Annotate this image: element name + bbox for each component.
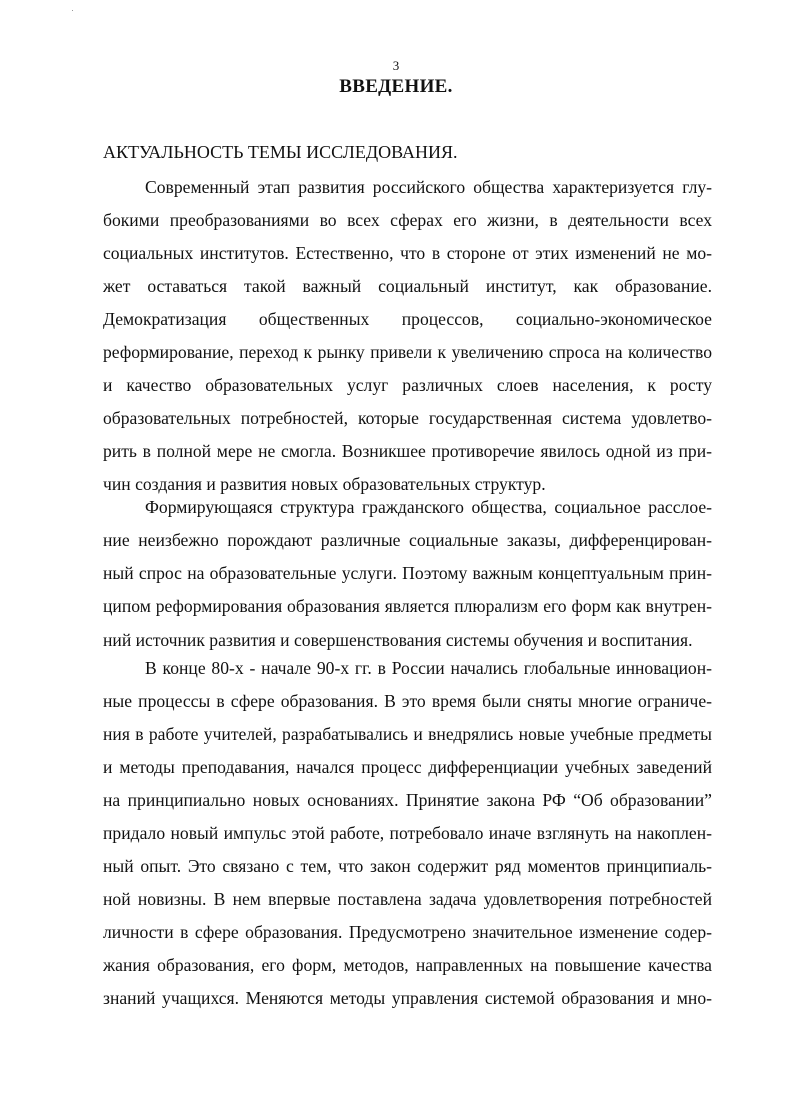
text-line: чин создания и развития новых образовательных структур. bbox=[103, 474, 546, 494]
text-line: жания образования, его форм, методов, направленных на повышение качества bbox=[103, 955, 712, 975]
text-line: на принципиально новых основаниях. Принятие закона РФ “Об образовании” bbox=[103, 790, 712, 810]
text-line: В конце 80-х - начале 90-х гг. в России начались глобальные инновацион- bbox=[145, 658, 712, 678]
chapter-title: ВВЕДЕНИЕ. bbox=[339, 76, 453, 97]
section-heading: АКТУАЛЬНОСТЬ ТЕМЫ ИССЛЕДОВАНИЯ. bbox=[103, 142, 458, 162]
text-line: ные процессы в сфере образования. В это время были сняты многие ограниче- bbox=[103, 691, 712, 711]
text-line: ный опыт. Это связано с тем, что закон содержит ряд моментов принципиаль- bbox=[103, 856, 712, 876]
text-line: ной новизны. В нем впервые поставлена задача удовлетворения потребностей bbox=[103, 889, 712, 909]
text-line: и методы преподавания, начался процесс дифференциации учебных заведений bbox=[103, 757, 712, 777]
text-line: Формирующаяся структура гражданского общества, социальное расслое- bbox=[145, 497, 712, 517]
text-line: ципом реформирования образования является плюрализм его форм как внутрен- bbox=[103, 596, 712, 616]
text-line: ний источник развития и совершенствования системы обучения и воспитания. bbox=[103, 630, 693, 650]
text-line: придало новый импульс этой работе, потребовало иначе взглянуть на накоплен- bbox=[103, 823, 712, 843]
text-line: реформирование, переход к рынку привели к увеличению спроса на количество bbox=[103, 342, 712, 362]
text-line: ния в работе учителей, разрабатывались и внедрялись новые учебные предметы bbox=[103, 724, 712, 744]
text-line: рить в полной мере не смогла. Возникшее противоречие явилось одной из при- bbox=[103, 441, 712, 461]
text-line: бокими преобразованиями во всех сферах его жизни, в деятельности всех bbox=[103, 210, 712, 230]
text-line: Демократизация общественных процессов, социально-экономическое bbox=[103, 309, 712, 329]
text-line: знаний учащихся. Меняются методы управления системой образования и мно- bbox=[103, 988, 712, 1008]
page-number: 3 bbox=[392, 58, 400, 73]
text-line: образовательных потребностей, которые государственная система удовлетво- bbox=[103, 408, 712, 428]
text-line: ние неизбежно порождают различные социальные заказы, дифференцирован- bbox=[103, 530, 712, 550]
text-line: личности в сфере образования. Предусмотрено значительное изменение содер- bbox=[103, 922, 712, 942]
scan-speck bbox=[72, 10, 73, 11]
text-line: и качество образовательных услуг различных слоев населения, к росту bbox=[103, 375, 712, 395]
text-line: ный спрос на образовательные услуги. Поэтому важным концептуальным прин- bbox=[103, 563, 712, 583]
text-line: Современный этап развития российского общества характеризуется глу- bbox=[145, 177, 712, 197]
text-line: жет оставаться такой важный социальный институт, как образование. bbox=[103, 276, 712, 296]
text-line: социальных институтов. Естественно, что в стороне от этих изменений не мо- bbox=[103, 243, 712, 263]
